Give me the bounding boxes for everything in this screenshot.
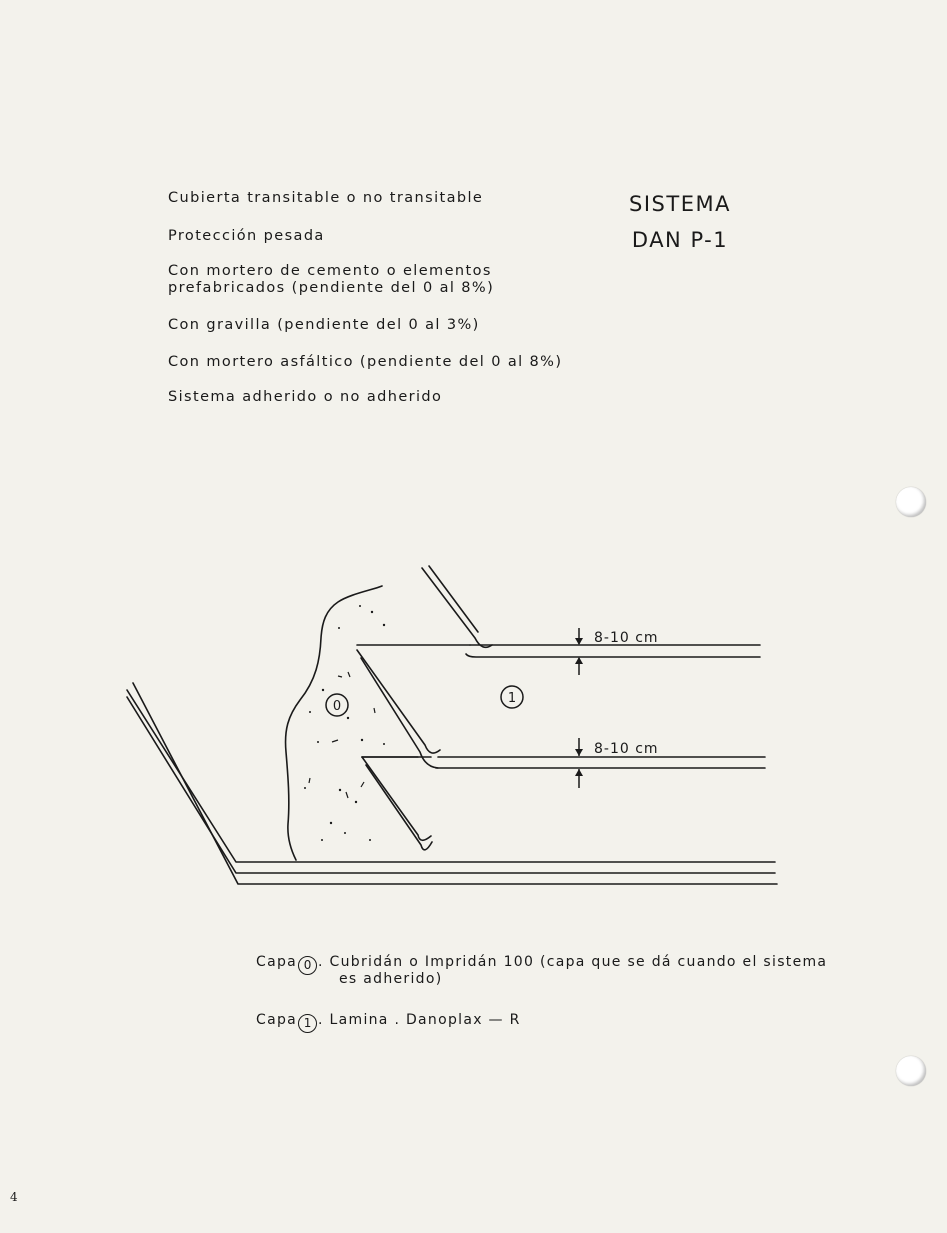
protection-mass-outline [286,586,382,860]
legend-layer0-continuation: es adherido) [339,971,443,987]
layer1-marker [501,686,523,708]
sheet-middle-fold [357,650,440,753]
legend-layer0-marker: 0 [298,956,317,975]
sheet-top-fold [429,566,478,632]
feature-item: Sistema adherido o no adherido [168,389,443,405]
feature-item: Cubierta transitable o no transitable [168,190,484,206]
legend-layer1-text: . Lamina . Danoplax — R [318,1012,521,1028]
punch-hole [896,1056,926,1086]
mortar-strokes [309,672,375,798]
sheet-bottom-fold [362,757,431,840]
punch-hole [896,487,926,517]
feature-item: Con mortero de cemento o elementos prefabricados (pendiente del 0 al 8%) [168,263,495,296]
feature-item: Protección pesada [168,228,325,244]
legend-layer1 [256,1012,521,1033]
layer0-marker [326,694,348,716]
feature-item: Con gravilla (pendiente del 0 al 3%) [168,317,480,333]
system-title-line: DAN P-1 [631,228,729,252]
dimension-top-label: 8-10 cm [594,630,659,646]
layer1-marker-label: 1 [507,691,517,706]
slab-line [127,690,775,862]
slab-line [127,697,775,873]
legend-layer0-text: . Cubridán o Impridán 100 (capa que se dá cuando el sistema [318,954,828,970]
slab-line [133,683,777,884]
page-number: 4 [10,1190,18,1204]
dimension-bottom-label: 8-10 cm [594,741,659,757]
dimension-bottom [575,738,583,788]
sheet-top-line [466,654,760,657]
legend-layer1-prefix: Capa [256,1012,298,1028]
dimension-top [575,628,583,675]
legend-layer1-marker: 1 [298,1014,317,1033]
sheet-middle-fold [361,658,438,768]
system-title-line: SISTEMA [629,192,731,216]
legend-layer0-prefix: Capa [256,954,298,970]
feature-item: Con mortero asfáltico (pendiente del 0 al 8%) [168,354,563,370]
sheet-top-fold [422,568,492,647]
layer0-marker-label: 0 [332,699,342,714]
mortar-speckles [304,605,385,841]
